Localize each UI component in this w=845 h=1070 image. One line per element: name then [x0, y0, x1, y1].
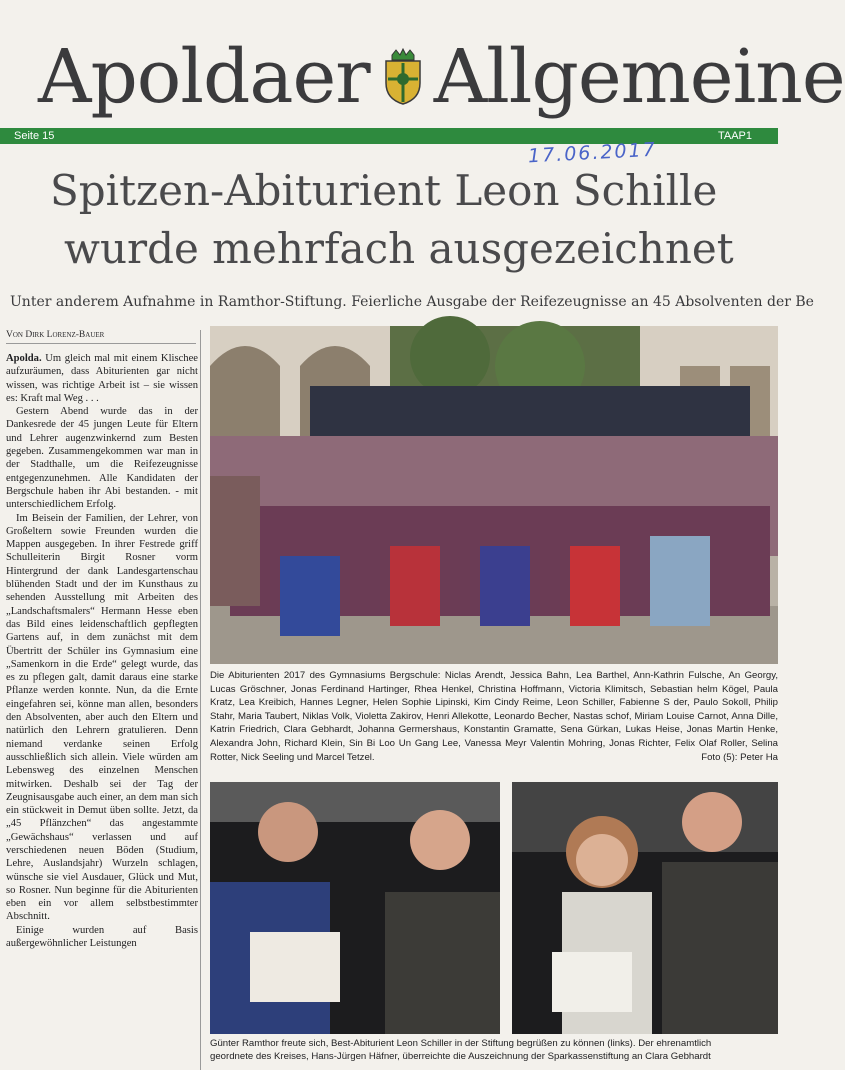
edition-code: TAAP1	[717, 130, 752, 142]
page-number: Seite 15	[14, 130, 55, 142]
dateline: Apolda.	[6, 353, 42, 364]
coat-of-arms-icon	[382, 49, 424, 105]
photo-clara-gebhardt	[512, 782, 778, 1034]
group-photo	[210, 326, 778, 664]
headline	[50, 162, 810, 278]
subheadline: Unter anderem Aufnahme in Ramthor-Stiftung. Feierliche Ausgabe der Reifezeugnisse an 45 Absolventen der Be	[10, 294, 814, 310]
page-bar	[0, 128, 778, 144]
handwritten-date: 17.06.2017	[527, 138, 658, 168]
byline: Von Dirk Lorenz-Bauer	[6, 330, 196, 344]
bottom-photo-caption	[210, 1038, 778, 1063]
photo-leon-schiller	[210, 782, 500, 1034]
masthead	[38, 22, 845, 132]
masthead-word-1: Apoldaer	[38, 34, 370, 120]
bottom-caption-line-1: Günter Ramthor freute sich, Best-Abiturient Leon Schiller in der Stiftung begrüßen zu können (links). Der ehrenamtlich	[210, 1038, 712, 1049]
caption-text: Die Abiturienten 2017 des Gymnasiums Bergschule: Niclas Arendt, Jessica Bahn, Lea Barthel, Ann-Kathrin Fulsche, An Georgy, Lucas Gröschner, Jonas Ferdinand Hartinger, Rhea Henkel, Christina Hoffmann, Victoria Klimitsch, Sebastian helm Kögel, Paula Kratz, Lea Kreibich, Hannes Legner, Helen Sophie Lipinski, Kim Cindy Reime, Leon Schiller, Fabienne S der, Paulo Sokoll, Philip Stahr, Maria Taubert, Niklas Volk, Violetta Zakirov, Henri Allekotte, Leonardo Becher, Nastas schof, Miriam Louise Carnot, Anna Dille, Katrin Friedrich, Clara Gebhardt, Johanna Germershaus, Konstantin Gramatte, Sena Gürkan, Lukas Heise, Jonas Martin Henke, Alexandra John, Richard Klein, Sin Bi Loo Un Gang Lee, Vanessa Meyr Valentin Mohring, Jonas Richter, Felix Olaf Roller, Selina Rotter, Nick Seeling und Marcel Tetzel.	[210, 670, 778, 763]
bottom-caption-line-2: geordnete des Kreises, Hans-Jürgen Häfner, überreichte die Auszeichnung der Sparkassenstiftung an Clara Gebhardt	[210, 1050, 711, 1062]
photo-credit: Foto (5): Peter Ha	[701, 751, 778, 763]
group-photo-caption	[210, 669, 778, 764]
headline-line-2: wurde mehrfach ausgezeichnet	[64, 224, 734, 273]
paragraph-4: Einige wurden auf Basis außergewöhnlicher Leistungen	[6, 924, 198, 950]
paragraph-3: Im Beisein der Familien, der Lehrer, von Großeltern sowie Freunden wurden die Mappen ausgegeben. In ihrer Festrede griff Schulleiterin Birgit Rosner vorm Hintergrund der dank Landesgartenschau blühenden Stadt und der im Kunsthaus zu sehenden Ausstellung mit Arbeiten des „Landschaftsmalers“ Hermann Hesse eben das Bild eines leidenschaftlich gepflegten Gartens auf, in dem zunächst mit dem Übertritt der Schüler ins Gymnasium eine „Samenkorn in die Erde“ gelegt wurde, das es zu pflegen galt, damit daraus eine starke Pflanze werden konnte. Nun, da die Ernte eingefahren sei, könne man allen, besonders den Absolventen, aber auch den Eltern und natürlich den Lehrern gratulieren. Denn niemand verdanke seinen Erfolg ausschließlich sich allein. Viele würden am Lebensweg des einzelnen Menschen mitwirken. Deshalb sei der Tag der Zeugnisausgabe auch einer, an dem man sich ein stückweit in Demut üben sollte. Jetzt, da „45 Pflänzchen“ das angestammte „Gewächshaus“ verlassen und auf verschiedenen neuen Böden (Studium, Lehre, Auslandsjahr) Wurzeln schlagen, wünsche sie viel Ausdauer, Glück und Mut, so Rosner. Nun beginne für die Abiturienten eben ein vor allem selbstbestimmter Abschnitt.	[6, 512, 198, 923]
paragraph-1: Um gleich mal mit einem Klischee aufzuräumen, dass Abiturienten gar nicht wissen, was richtige Arbeit ist – sie wissen es: Kraft mal Weg . . .	[6, 353, 198, 404]
article-body	[6, 352, 198, 1070]
headline-line-1: Spitzen-Abiturient Leon Schille	[50, 166, 718, 215]
masthead-word-2: Allgemeine	[433, 34, 845, 120]
paragraph-2: Gestern Abend wurde das in der Dankesrede der 45 jungen Leute für Eltern und Lehrer augenzwinkernd zum Besten gegeben. Zusammengekommen war man in der Stadthalle, um die Reifezeugnisse entgegenzunehmen. Alle Kandidaten der Bergschule haben ihr Abi bestanden. - mit unterschiedlichem Erfolg.	[6, 406, 198, 511]
column-divider	[200, 330, 201, 1070]
